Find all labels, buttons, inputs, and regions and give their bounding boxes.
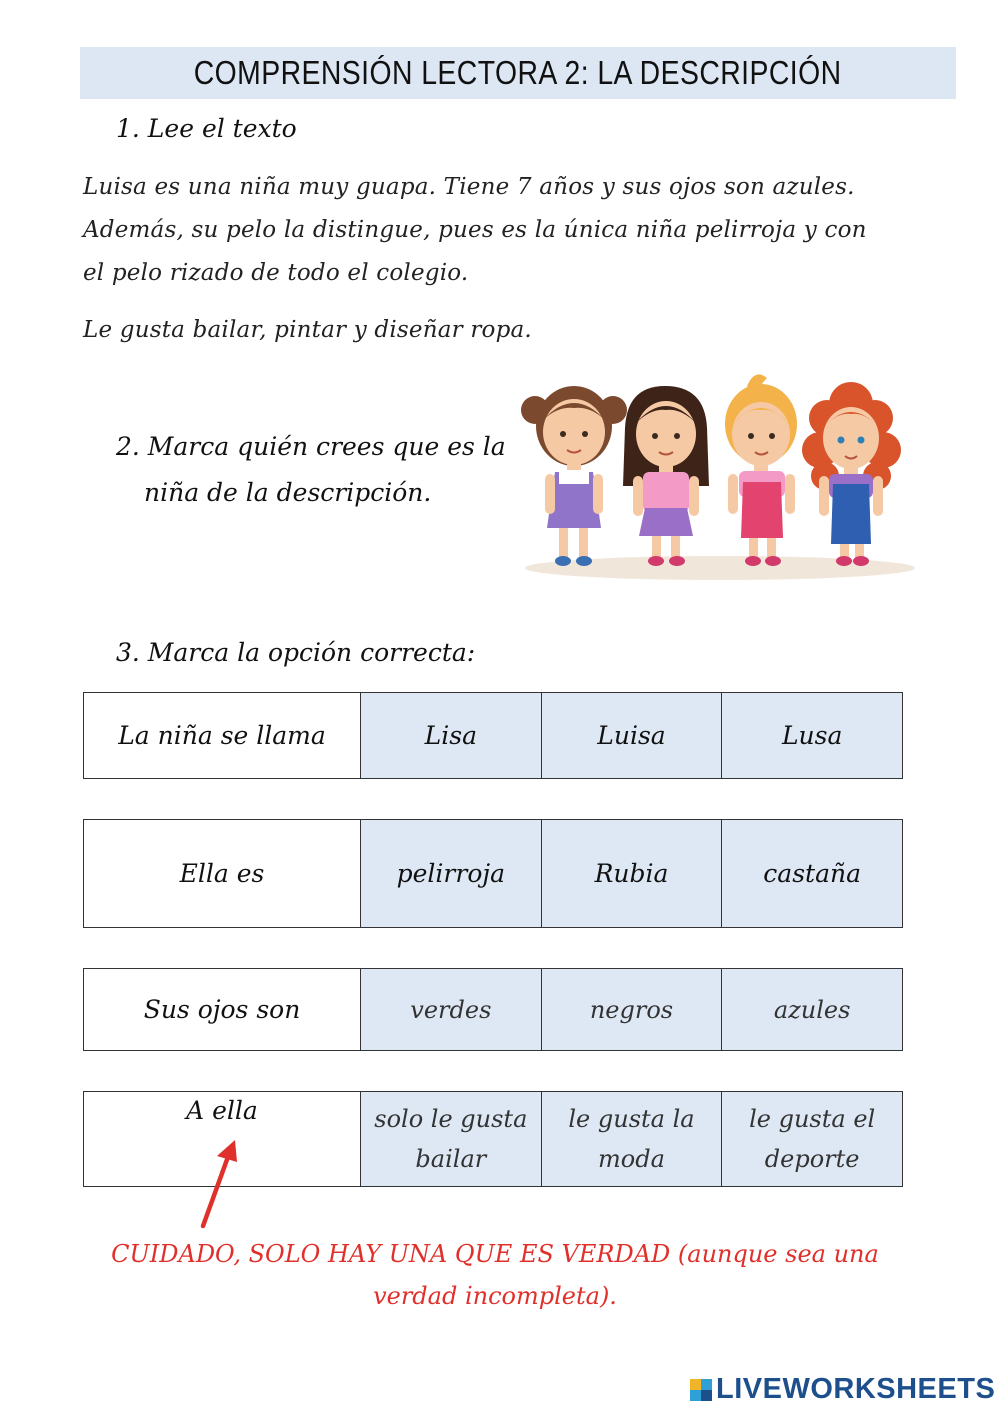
reading-text [83,166,867,295]
question-1-label: La niña se llama [84,693,361,779]
question-2-label: Ella es [84,820,361,928]
logo-text: LIVEWORKSHEETS [716,1373,996,1405]
warning-line-2: verdad incompleta). [373,1282,617,1310]
logo-squares-icon [690,1379,712,1401]
reading-text-2: Le gusta bailar, pintar y diseñar ropa. [83,317,532,343]
girl-4-figure[interactable] [802,382,901,566]
section2-heading [116,424,506,516]
warning-text [100,1233,890,1317]
option-1-c[interactable]: Lusa [722,693,903,779]
option-1-b[interactable]: Luisa [541,693,722,779]
reading-line-2: Además, su pelo la distingue, pues es la única niña pelirroja y con [83,217,867,243]
option-3-a[interactable]: verdes [361,969,542,1051]
section2-heading-line2: niña de la descripción. [144,478,432,507]
option-3-b[interactable]: negros [541,969,722,1051]
question-4-label: A ella [84,1092,361,1187]
option-4-b[interactable]: le gusta la moda [541,1092,722,1187]
liveworksheets-logo[interactable] [690,1373,995,1406]
warning-arrow-icon [195,1138,245,1230]
section2-heading-line1: 2. Marca quién crees que es la [116,432,506,461]
question-row-1 [83,692,903,779]
question-row-2 [83,819,903,928]
title-banner [80,47,956,99]
girl-3-figure[interactable] [725,374,797,566]
reading-line-1: Luisa es una niña muy guapa. Tiene 7 años y sus ojos son azules. [83,174,855,200]
option-2-a[interactable]: pelirroja [361,820,542,928]
girl-1-figure[interactable] [521,386,627,566]
option-3-c[interactable]: azules [722,969,903,1051]
section3-heading: 3. Marca la opción correcta: [116,638,476,667]
page-title: COMPRENSIÓN LECTORA 2: LA DESCRIPCIÓN [194,54,842,91]
girls-illustration[interactable] [515,368,930,583]
warning-line-1: CUIDADO, SOLO HAY UNA QUE ES VERDAD (aunque sea una [111,1240,879,1268]
option-1-a[interactable]: Lisa [361,693,542,779]
question-3-label: Sus ojos son [84,969,361,1051]
section1-heading: 1. Lee el texto [116,114,297,143]
reading-line-3: el pelo rizado de todo el colegio. [83,260,469,286]
option-4-c[interactable]: le gusta el deporte [722,1092,903,1187]
option-2-c[interactable]: castaña [722,820,903,928]
girl-2-figure[interactable] [623,386,709,566]
option-2-b[interactable]: Rubia [541,820,722,928]
question-row-3 [83,968,903,1051]
option-4-a[interactable]: solo le gusta bailar [361,1092,542,1187]
